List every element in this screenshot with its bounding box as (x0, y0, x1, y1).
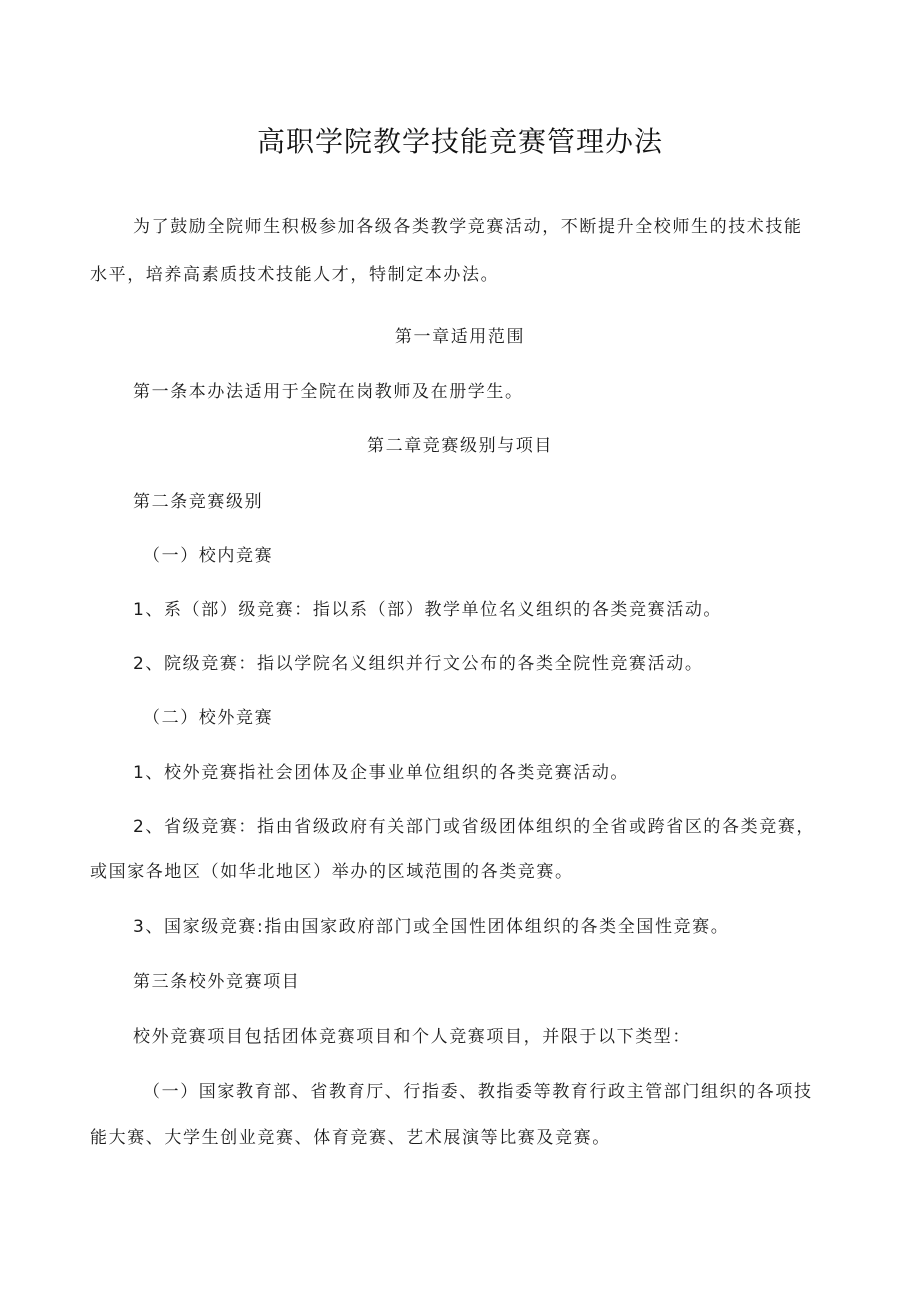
external-item-2-line-1: 2、省级竞赛：指由省级政府有关部门或省级团体组织的全省或跨省区的各类竞赛， (133, 817, 816, 837)
article-2-heading: 第二条竞赛级别 (133, 492, 264, 512)
chapter-2-heading: 第二章竞赛级别与项目 (367, 436, 553, 456)
external-type-1-line-2: 能大赛、大学生创业竞赛、体育竞赛、艺术展演等比赛及竞赛。 (90, 1128, 611, 1148)
external-item-1: 1、校外竞赛指社会团体及企事业单位组织的各类竞赛活动。 (133, 763, 630, 783)
article-3-heading: 第三条校外竞赛项目 (133, 972, 301, 992)
article-3-description: 校外竞赛项目包括团体竞赛项目和个人竞赛项目，并限于以下类型： (133, 1027, 691, 1047)
chapter-1-heading: 第一章适用范围 (394, 327, 526, 347)
internal-item-1: 1、系（部）级竞赛：指以系（部）教学单位名义组织的各类竞赛活动。 (133, 600, 723, 620)
article-1: 第一条本办法适用于全院在岗教师及在册学生。 (133, 382, 524, 402)
external-competition-heading: （二）校外竞赛 (143, 708, 274, 728)
external-item-2-line-2: 或国家各地区（如华北地区）举办的区域范围的各类竞赛。 (90, 862, 574, 882)
intro-line-2: 水平，培养高素质技术技能人才，特制定本办法。 (90, 265, 500, 285)
internal-competition-heading: （一）校内竞赛 (143, 546, 274, 566)
internal-item-2: 2、院级竞赛：指以学院名义组织并行文公布的各类全院性竞赛活动。 (133, 654, 704, 674)
document-title: 高职学院教学技能竞赛管理办法 (256, 125, 663, 158)
intro-line-1: 为了鼓励全院师生积极参加各级各类教学竞赛活动，不断提升全校师生的技术技能 (133, 217, 803, 237)
external-type-1-line-1: （一）国家教育部、省教育厅、行指委、教指委等教育行政主管部门组织的各项技 (143, 1082, 813, 1102)
external-item-3: 3、国家级竞赛:指由国家政府部门或全国性团体组织的各类全国性竞赛。 (133, 917, 730, 937)
